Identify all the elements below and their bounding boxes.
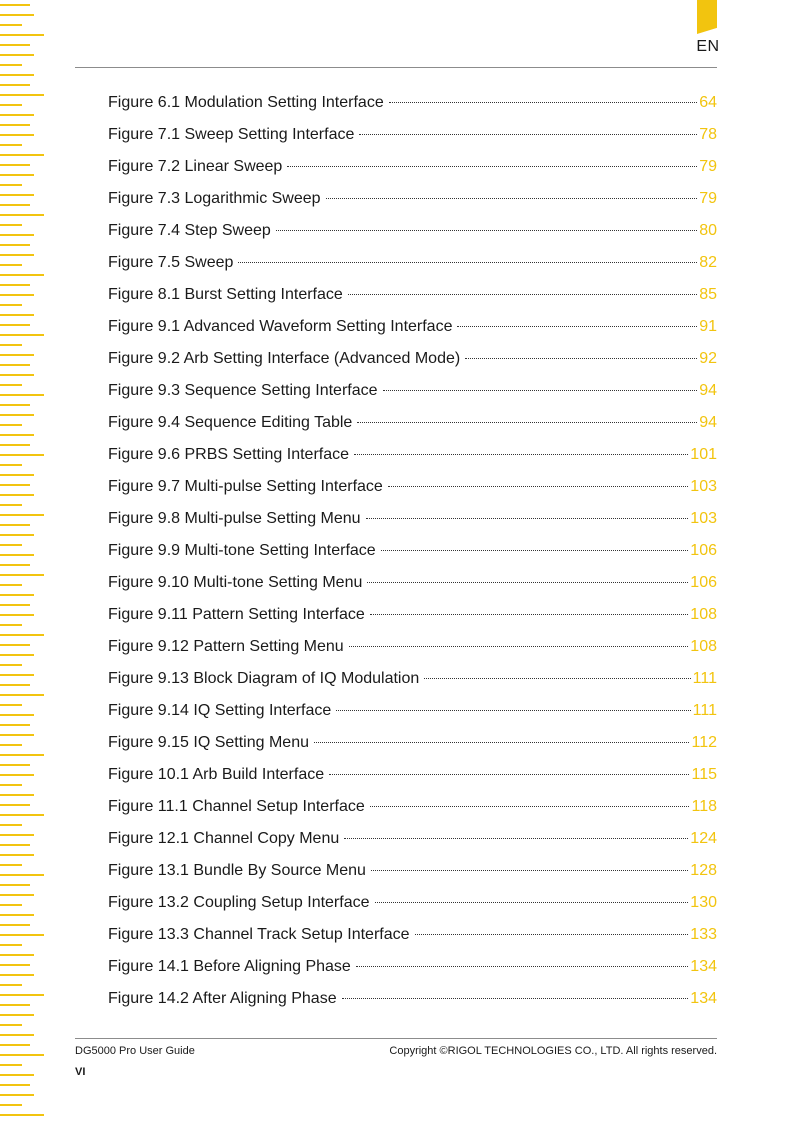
ruler-tick <box>0 884 30 886</box>
toc-entry-title[interactable]: Figure 13.1 Bundle By Source Menu <box>108 862 366 879</box>
toc-entry[interactable] <box>108 986 717 1018</box>
toc-leader-dots <box>276 230 697 231</box>
toc-entry-title[interactable]: Figure 9.13 Block Diagram of IQ Modulation <box>108 670 420 687</box>
toc-entry-title[interactable]: Figure 9.7 Multi-pulse Setting Interface <box>108 478 383 495</box>
ruler-tick <box>0 544 22 546</box>
ruler-tick <box>0 724 30 726</box>
ruler-tick <box>0 864 22 866</box>
toc-entry-title[interactable]: Figure 8.1 Burst Setting Interface <box>108 286 343 303</box>
toc-leader-dots <box>424 678 690 679</box>
ruler-tick <box>0 574 44 576</box>
ruler-tick <box>0 1034 34 1036</box>
ruler-tick <box>0 1014 34 1016</box>
toc-entry-page-link[interactable]: 118 <box>691 798 717 815</box>
toc-entry-title[interactable]: Figure 7.1 Sweep Setting Interface <box>108 126 355 143</box>
ruler-tick <box>0 1074 34 1076</box>
toc-entry[interactable] <box>108 666 717 698</box>
ruler-tick <box>0 254 34 256</box>
toc-entry-title[interactable]: Figure 9.14 IQ Setting Interface <box>108 702 332 719</box>
footer-divider <box>75 1038 717 1039</box>
ruler-tick <box>0 204 30 206</box>
toc-entry-page-link[interactable]: 103 <box>690 510 717 527</box>
ruler-tick <box>0 774 34 776</box>
toc-entry-page-link[interactable]: 94 <box>699 414 717 431</box>
ruler-tick <box>0 894 34 896</box>
toc-leader-dots <box>336 710 690 711</box>
toc-entry-page-link[interactable]: 101 <box>690 446 717 463</box>
toc-entry[interactable] <box>108 954 717 986</box>
ruler-tick <box>0 924 30 926</box>
toc-entry-title[interactable]: Figure 9.6 PRBS Setting Interface <box>108 446 350 463</box>
ruler-tick <box>0 314 34 316</box>
ruler-tick <box>0 514 44 516</box>
copyright-notice: Copyright ©RIGOL TECHNOLOGIES CO., LTD. All rights reserved. <box>389 1045 717 1057</box>
toc-leader-dots <box>342 998 689 999</box>
ruler-tick <box>0 194 34 196</box>
ruler-tick <box>0 234 34 236</box>
toc-entry[interactable] <box>108 794 717 826</box>
toc-entry-page-link[interactable]: 103 <box>690 478 717 495</box>
ruler-tick <box>0 284 30 286</box>
ruler-tick <box>0 44 30 46</box>
toc-entry-title[interactable]: Figure 11.1 Channel Setup Interface <box>108 798 365 815</box>
toc-entry[interactable] <box>108 282 717 314</box>
toc-leader-dots <box>314 742 689 743</box>
toc-entry-title[interactable]: Figure 12.1 Channel Copy Menu <box>108 830 340 847</box>
toc-leader-dots <box>383 390 698 391</box>
toc-entry-page-link[interactable]: 78 <box>699 126 717 143</box>
toc-leader-dots <box>457 326 697 327</box>
ruler-tick <box>0 634 44 636</box>
toc-entry-page-link[interactable]: 91 <box>699 318 717 335</box>
toc-entry-title[interactable]: Figure 14.1 Before Aligning Phase <box>108 958 351 975</box>
ruler-tick <box>0 674 34 676</box>
toc-entry-page-link[interactable]: 106 <box>690 574 717 591</box>
toc-entry-page-link[interactable]: 79 <box>699 158 717 175</box>
toc-leader-dots <box>371 870 688 871</box>
toc-entry[interactable] <box>108 122 717 154</box>
ruler-tick <box>0 474 34 476</box>
ruler-tick <box>0 824 22 826</box>
ruler-tick <box>0 164 30 166</box>
ruler-tick <box>0 154 44 156</box>
ruler-tick <box>0 354 34 356</box>
ruler-tick <box>0 594 34 596</box>
ruler-tick <box>0 704 22 706</box>
toc-entry-page-link[interactable]: 92 <box>699 350 717 367</box>
ruler-tick <box>0 144 22 146</box>
toc-leader-dots <box>370 806 690 807</box>
ruler-tick <box>0 1084 30 1086</box>
ruler-tick <box>0 434 34 436</box>
toc-entry[interactable] <box>108 602 717 634</box>
ruler-tick <box>0 364 30 366</box>
ruler-tick <box>0 34 44 36</box>
ruler-tick <box>0 1114 44 1116</box>
ruler-tick <box>0 14 34 16</box>
toc-leader-dots <box>366 518 689 519</box>
toc-entry[interactable] <box>108 218 717 250</box>
toc-entry-page-link[interactable]: 112 <box>691 734 717 751</box>
toc-leader-dots <box>329 774 689 775</box>
ruler-tick <box>0 64 22 66</box>
ruler-tick <box>0 854 34 856</box>
toc-leader-dots <box>359 134 697 135</box>
toc-leader-dots <box>357 422 697 423</box>
language-tab-marker <box>697 0 717 34</box>
ruler-tick <box>0 4 30 6</box>
toc-leader-dots <box>287 166 697 167</box>
toc-entry-title[interactable]: Figure 9.11 Pattern Setting Interface <box>108 606 365 623</box>
language-label: EN <box>696 38 720 55</box>
ruler-tick <box>0 104 22 106</box>
ruler-tick <box>0 654 34 656</box>
ruler-tick <box>0 1054 44 1056</box>
ruler-tick <box>0 84 30 86</box>
ruler-tick <box>0 324 30 326</box>
toc-entry-title[interactable]: Figure 14.2 After Aligning Phase <box>108 990 337 1007</box>
ruler-tick <box>0 564 30 566</box>
toc-leader-dots <box>344 838 688 839</box>
toc-leader-dots <box>356 966 688 967</box>
toc-entry-title[interactable]: Figure 9.8 Multi-pulse Setting Menu <box>108 510 361 527</box>
header-divider <box>75 67 717 68</box>
ruler-tick <box>0 554 34 556</box>
table-of-figures <box>108 90 717 1018</box>
toc-entry-page-link[interactable]: 133 <box>690 926 717 943</box>
ruler-tick <box>0 264 22 266</box>
ruler-tick <box>0 684 30 686</box>
page-number: VI <box>75 1066 86 1078</box>
toc-entry-page-link[interactable]: 128 <box>690 862 717 879</box>
toc-entry-title[interactable]: Figure 13.3 Channel Track Setup Interface <box>108 926 410 943</box>
ruler-tick <box>0 744 22 746</box>
toc-entry[interactable] <box>108 698 717 730</box>
ruler-tick <box>0 984 22 986</box>
ruler-tick <box>0 694 44 696</box>
ruler-tick <box>0 534 34 536</box>
toc-entry-page-link[interactable]: 134 <box>690 990 717 1007</box>
ruler-tick <box>0 784 22 786</box>
ruler-tick <box>0 844 30 846</box>
ruler-tick <box>0 294 34 296</box>
ruler-tick <box>0 24 22 26</box>
ruler-tick <box>0 494 34 496</box>
ruler-tick <box>0 1044 30 1046</box>
toc-entry-title[interactable]: Figure 13.2 Coupling Setup Interface <box>108 894 370 911</box>
toc-entry-page-link[interactable]: 124 <box>690 830 717 847</box>
ruler-tick <box>0 934 44 936</box>
toc-entry[interactable] <box>108 506 717 538</box>
toc-entry-title[interactable]: Figure 7.3 Logarithmic Sweep <box>108 190 321 207</box>
ruler-tick <box>0 804 30 806</box>
ruler-tick <box>0 664 22 666</box>
toc-leader-dots <box>465 358 697 359</box>
toc-entry[interactable] <box>108 378 717 410</box>
toc-entry-page-link[interactable]: 80 <box>699 222 717 239</box>
toc-leader-dots <box>415 934 689 935</box>
ruler-tick <box>0 414 34 416</box>
toc-entry-page-link[interactable]: 79 <box>699 190 717 207</box>
toc-entry[interactable] <box>108 186 717 218</box>
ruler-tick <box>0 274 44 276</box>
toc-entry-title[interactable]: Figure 9.10 Multi-tone Setting Menu <box>108 574 363 591</box>
toc-entry[interactable] <box>108 250 717 282</box>
toc-entry-title[interactable]: Figure 10.1 Arb Build Interface <box>108 766 325 783</box>
ruler-tick <box>0 964 30 966</box>
toc-entry[interactable] <box>108 474 717 506</box>
ruler-tick <box>0 214 44 216</box>
toc-entry[interactable] <box>108 730 717 762</box>
toc-leader-dots <box>381 550 689 551</box>
toc-entry[interactable] <box>108 90 717 122</box>
toc-entry-page-link[interactable]: 115 <box>691 766 717 783</box>
toc-leader-dots <box>326 198 698 199</box>
ruler-tick <box>0 504 22 506</box>
ruler-tick <box>0 584 22 586</box>
toc-entry-page-link[interactable]: 82 <box>699 254 717 271</box>
toc-entry-title[interactable]: Figure 9.15 IQ Setting Menu <box>108 734 309 751</box>
toc-entry-page-link[interactable]: 94 <box>699 382 717 399</box>
ruler-tick <box>0 124 30 126</box>
ruler-tick <box>0 114 34 116</box>
toc-entry[interactable] <box>108 154 717 186</box>
toc-entry-page-link[interactable]: 106 <box>690 542 717 559</box>
ruler-tick <box>0 224 22 226</box>
toc-entry-page-link[interactable]: 111 <box>692 670 717 687</box>
toc-entry-title[interactable]: Figure 9.4 Sequence Editing Table <box>108 414 353 431</box>
toc-entry-page-link[interactable]: 108 <box>690 606 717 623</box>
toc-entry[interactable] <box>108 826 717 858</box>
ruler-tick <box>0 874 44 876</box>
ruler-tick <box>0 604 30 606</box>
toc-entry-title[interactable]: Figure 7.4 Step Sweep <box>108 222 271 239</box>
toc-entry-page-link[interactable]: 108 <box>690 638 717 655</box>
ruler-tick <box>0 244 30 246</box>
toc-entry-page-link[interactable]: 64 <box>699 94 717 111</box>
ruler-tick <box>0 834 34 836</box>
toc-entry-title[interactable]: Figure 9.12 Pattern Setting Menu <box>108 638 344 655</box>
toc-entry-page-link[interactable]: 85 <box>699 286 717 303</box>
toc-entry-page-link[interactable]: 130 <box>690 894 717 911</box>
toc-leader-dots <box>388 486 688 487</box>
toc-leader-dots <box>348 294 697 295</box>
toc-entry[interactable] <box>108 922 717 954</box>
manual-title: DG5000 Pro User Guide <box>75 1045 195 1057</box>
toc-entry-title[interactable]: Figure 7.5 Sweep <box>108 254 234 271</box>
ruler-tick <box>0 814 44 816</box>
toc-entry[interactable] <box>108 858 717 890</box>
ruler-tick <box>0 754 44 756</box>
toc-entry[interactable] <box>108 442 717 474</box>
ruler-tick <box>0 444 30 446</box>
toc-leader-dots <box>354 454 688 455</box>
ruler-tick <box>0 424 22 426</box>
ruler-tick <box>0 1004 30 1006</box>
toc-entry[interactable] <box>108 314 717 346</box>
toc-entry[interactable] <box>108 410 717 442</box>
ruler-tick <box>0 464 22 466</box>
ruler-tick <box>0 954 34 956</box>
ruler-tick <box>0 904 22 906</box>
ruler-tick <box>0 374 34 376</box>
ruler-tick <box>0 624 22 626</box>
toc-entry-title[interactable]: Figure 9.9 Multi-tone Setting Interface <box>108 542 376 559</box>
toc-leader-dots <box>375 902 689 903</box>
ruler-tick <box>0 1024 22 1026</box>
toc-leader-dots <box>389 102 697 103</box>
toc-entry-title[interactable]: Figure 9.2 Arb Setting Interface (Advanced Mode) <box>108 350 461 367</box>
ruler-tick <box>0 1064 22 1066</box>
toc-entry-title[interactable]: Figure 7.2 Linear Sweep <box>108 158 283 175</box>
ruler-tick <box>0 614 34 616</box>
ruler-tick <box>0 134 34 136</box>
toc-leader-dots <box>370 614 689 615</box>
ruler-tick <box>0 54 34 56</box>
ruler-tick <box>0 914 34 916</box>
toc-entry[interactable] <box>108 890 717 922</box>
ruler-tick <box>0 304 22 306</box>
ruler-tick <box>0 174 34 176</box>
toc-entry[interactable] <box>108 570 717 602</box>
ruler-tick <box>0 1094 34 1096</box>
toc-entry-page-link[interactable]: 134 <box>690 958 717 975</box>
ruler-tick <box>0 994 44 996</box>
toc-leader-dots <box>238 262 697 263</box>
ruler-tick <box>0 1104 22 1106</box>
ruler-tick <box>0 764 30 766</box>
ruler-tick <box>0 394 44 396</box>
ruler-tick <box>0 644 30 646</box>
toc-entry[interactable] <box>108 762 717 794</box>
ruler-tick <box>0 344 22 346</box>
ruler-tick <box>0 454 44 456</box>
ruler-tick <box>0 334 44 336</box>
toc-entry-title[interactable]: Figure 9.1 Advanced Waveform Setting Interface <box>108 318 453 335</box>
ruler-tick <box>0 184 22 186</box>
ruler-tick <box>0 794 34 796</box>
toc-leader-dots <box>349 646 689 647</box>
toc-entry-page-link[interactable]: 111 <box>692 702 717 719</box>
ruler-tick <box>0 74 34 76</box>
ruler-tick <box>0 404 30 406</box>
ruler-tick <box>0 714 34 716</box>
ruler-tick <box>0 734 34 736</box>
ruler-tick <box>0 384 22 386</box>
ruler-tick <box>0 944 22 946</box>
ruler-tick <box>0 94 44 96</box>
toc-entry[interactable] <box>108 634 717 666</box>
ruler-tick <box>0 524 30 526</box>
toc-entry-title[interactable]: Figure 9.3 Sequence Setting Interface <box>108 382 378 399</box>
ruler-tick <box>0 484 30 486</box>
toc-entry[interactable] <box>108 538 717 570</box>
toc-entry-title[interactable]: Figure 6.1 Modulation Setting Interface <box>108 94 384 111</box>
toc-entry[interactable] <box>108 346 717 378</box>
toc-leader-dots <box>367 582 688 583</box>
ruler-tick <box>0 974 34 976</box>
